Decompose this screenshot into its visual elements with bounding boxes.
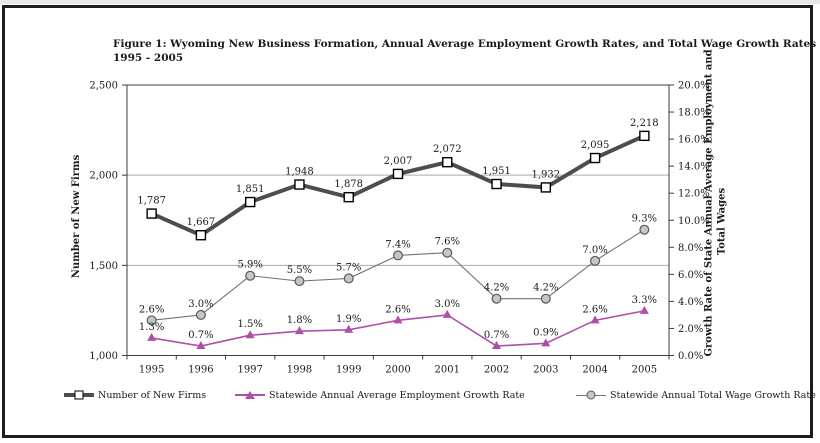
data-label: 4.2% (483, 282, 510, 294)
circle-marker-icon (443, 248, 452, 257)
legend-item-employment-growth (235, 388, 525, 402)
series-line (152, 136, 645, 235)
data-label: 7.0% (582, 244, 608, 256)
circle-marker-icon (295, 277, 304, 286)
data-label: 1.3% (138, 321, 165, 333)
right-axis-tick-label: 6.0% (678, 269, 704, 281)
square-marker-icon (295, 180, 304, 189)
data-label: 1,948 (285, 166, 314, 178)
data-label: 5.9% (237, 259, 263, 271)
circle-marker-icon (246, 271, 255, 280)
legend-item-new-firms (64, 388, 206, 402)
data-label: 2,072 (432, 144, 462, 156)
data-label: 3.0% (188, 298, 214, 310)
right-axis-tick-label: 18.0% (678, 107, 710, 119)
legend-label-wage-growth: Statewide Annual Total Wage Growth Rate (610, 389, 816, 401)
left-axis-tick-label: 2,500 (89, 80, 118, 92)
x-axis-year-label: 2000 (385, 364, 411, 376)
legend-label-employment-growth: Statewide Annual Average Employment Growth Rate (269, 389, 525, 401)
square-marker-icon (492, 180, 501, 189)
right-axis-tick-label: 14.0% (678, 161, 710, 173)
square-marker-icon (344, 193, 353, 202)
right-axis-title (703, 49, 729, 357)
triangle-marker-icon (295, 326, 304, 334)
data-label: 1,932 (531, 169, 561, 181)
left-axis-tick-label: 2,000 (89, 170, 118, 182)
data-label: 1,851 (235, 184, 265, 196)
right-axis-tick-label: 8.0% (678, 242, 704, 254)
data-label: 1,667 (186, 217, 216, 229)
x-axis-year-label: 2004 (582, 364, 608, 376)
data-label: 2,095 (580, 140, 610, 152)
data-label: 2.6% (385, 304, 411, 316)
square-marker-icon (591, 154, 600, 163)
right-axis-tick-label: 2.0% (678, 323, 704, 335)
circle-marker-icon (541, 294, 550, 303)
left-axis-title: Number of New Firms (70, 154, 82, 279)
x-axis-year-label: 1995 (138, 364, 165, 376)
right-axis-title-line1: Growth Rate of State Annual Average Employment and (703, 49, 715, 357)
circle-marker-icon (587, 391, 596, 400)
x-axis-year-label: 2001 (434, 364, 460, 376)
figure-title-line2: 1995 - 2005 (113, 51, 184, 64)
triangle-marker-icon (245, 391, 255, 399)
square-marker-icon (246, 198, 255, 207)
data-label: 1.5% (237, 319, 263, 331)
data-label: 1.9% (336, 313, 362, 325)
circle-marker-icon (344, 274, 353, 283)
legend-swatch-wage-growth (576, 389, 606, 401)
data-label: 7.4% (385, 239, 411, 251)
left-axis-tick-label: 1,000 (89, 351, 118, 362)
figure-title-line1: Figure 1: Wyoming New Business Formation, Annual Average Employment Growth Rates, and Total Wage Growth Rates (113, 38, 817, 50)
circle-marker-icon (492, 294, 501, 303)
x-axis-year-label: 1996 (188, 364, 214, 376)
circle-marker-icon (394, 251, 403, 260)
x-axis-year-label: 1998 (286, 364, 313, 376)
square-marker-icon (394, 169, 403, 178)
data-label: 2,218 (630, 117, 659, 129)
data-label: 5.7% (336, 262, 362, 274)
circle-marker-icon (197, 311, 206, 320)
data-label: 9.3% (631, 213, 658, 225)
right-axis-tick-label: 16.0% (678, 134, 710, 146)
data-label: 0.7% (483, 330, 510, 342)
right-axis-tick-label: 20.0% (678, 80, 710, 92)
data-label: 1,878 (334, 179, 364, 191)
data-label: 2,007 (383, 155, 413, 167)
x-axis-year-label: 2003 (533, 364, 559, 376)
data-label: 2.6% (582, 304, 608, 316)
legend-swatch-new-firms (64, 389, 94, 401)
x-axis-year-label: 1997 (237, 364, 263, 376)
x-axis-year-label: 2005 (631, 364, 658, 376)
data-label: 1.8% (286, 315, 313, 327)
data-label: 5.5% (286, 265, 313, 277)
right-axis-tick-label: 0.0% (678, 351, 704, 362)
right-axis-tick-label: 4.0% (678, 296, 704, 308)
right-axis-tick-label: 10.0% (678, 215, 710, 227)
legend-swatch-employment-growth (235, 389, 265, 401)
square-marker-icon (443, 158, 452, 167)
data-label: 0.7% (188, 330, 214, 342)
data-label: 2.6% (138, 304, 165, 316)
data-label: 1,787 (137, 195, 166, 207)
left-axis-tick-label: 1,500 (89, 260, 118, 272)
triangle-marker-icon (443, 310, 452, 318)
x-axis-year-label: 1999 (336, 364, 362, 376)
square-marker-icon (75, 391, 84, 400)
data-label: 3.3% (631, 294, 658, 306)
data-label: 0.9% (533, 327, 559, 339)
legend-item-wage-growth (576, 388, 816, 402)
right-axis-title-line2: Total Wages (716, 187, 727, 256)
legend-label-new-firms: Number of New Firms (98, 389, 207, 401)
circle-marker-icon (591, 256, 600, 265)
triangle-marker-icon (147, 333, 156, 341)
square-marker-icon (541, 183, 550, 192)
right-axis-tick-label: 12.0% (678, 188, 710, 200)
triangle-marker-icon (492, 341, 501, 349)
triangle-marker-icon (640, 306, 649, 314)
data-label: 7.6% (434, 236, 460, 248)
square-marker-icon (196, 231, 205, 240)
circle-marker-icon (640, 225, 649, 234)
square-marker-icon (147, 209, 156, 218)
x-axis-year-label: 2002 (483, 364, 510, 376)
data-label: 4.2% (533, 282, 559, 294)
data-label: 3.0% (434, 298, 460, 310)
data-label: 1,951 (482, 166, 511, 178)
square-marker-icon (640, 131, 649, 140)
